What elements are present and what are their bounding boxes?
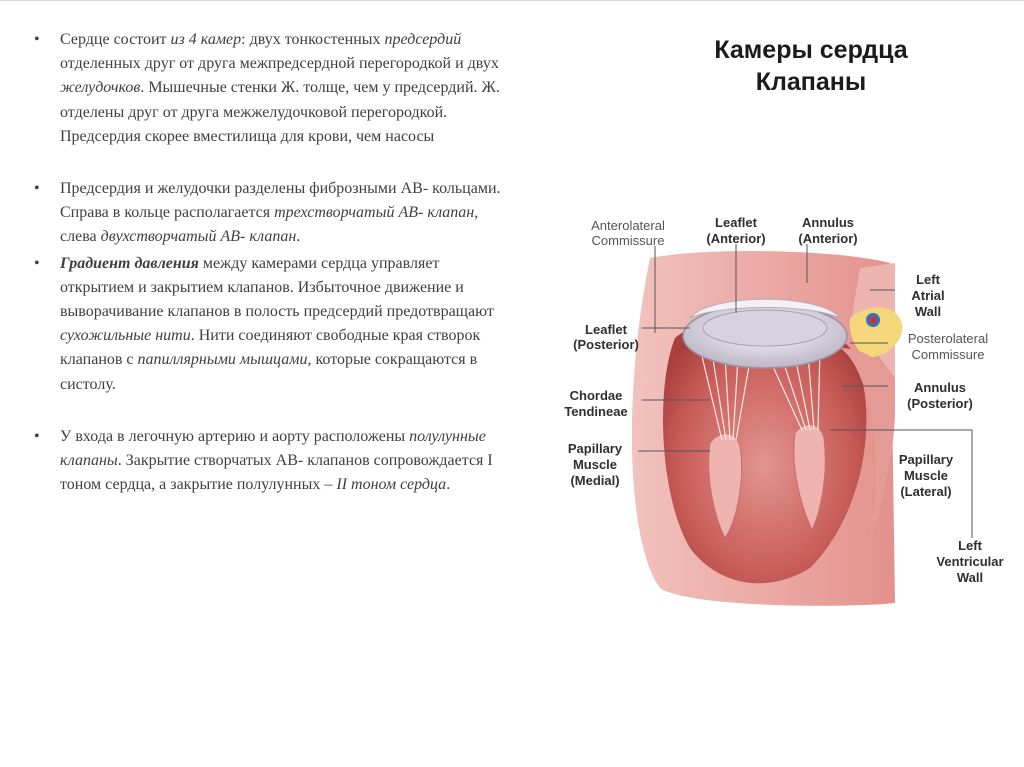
label-posterolateral-commissure-2: Commissure	[911, 347, 985, 362]
bullet-text-segment: Градиент давления	[60, 254, 199, 272]
bullet-text-segment: двухстворчатый АВ- клапан	[100, 228, 297, 246]
label-annulus-anterior-2: (Anterior)	[798, 231, 858, 246]
title-line-1: Камеры сердца	[714, 36, 908, 64]
bullet-list	[34, 28, 504, 497]
label-leaflet-posterior-1: Leaflet	[585, 322, 627, 337]
label-papillary-medial-3: (Medial)	[570, 473, 620, 488]
top-divider	[0, 0, 1024, 1]
bullet-text-segment: папиллярными мышцами	[137, 351, 308, 369]
bullet-text-segment: из 4 камер	[170, 31, 242, 48]
bullet-text-segment: сухожильные нити	[60, 327, 191, 345]
label-papillary-lateral-1: Papillary	[898, 452, 954, 467]
label-left-atrial-wall-3: Wall	[914, 304, 942, 319]
label-left-ventricular-wall-3: Wall	[956, 570, 984, 585]
label-leaflet-anterior-1: Leaflet	[715, 215, 757, 230]
bullet-text-segment: отделенных друг от друга межпредсердной перегородкой и двух	[60, 55, 499, 73]
bullet-text-segment: , слева	[60, 204, 479, 246]
mitral-valve-diagram	[550, 208, 1020, 608]
bullet-text-segment: .	[296, 228, 301, 246]
label-anterolateral-commissure-2: Commissure	[591, 233, 665, 248]
label-papillary-medial-2: Muscle	[572, 457, 618, 472]
label-left-atrial-wall-2: Atrial	[911, 288, 945, 303]
label-papillary-lateral-2: Muscle	[903, 468, 949, 483]
bullet-semilunar-valves	[34, 425, 504, 498]
slide-title	[666, 34, 956, 98]
bullet-text-segment: . Закрытие створчатых АВ- клапанов сопровождается I тоном сердца, а закрытие полулунных –	[60, 452, 493, 494]
bullet-text-segment: II тоном сердца	[336, 476, 447, 494]
bullet-text-segment: .	[446, 476, 451, 494]
bullet-chambers	[34, 28, 504, 149]
label-annulus-posterior-1: Annulus	[914, 380, 966, 395]
label-papillary-medial-1: Papillary	[567, 441, 623, 456]
bullet-text-segment: Сердце состоит	[60, 31, 171, 48]
bullet-text-segment: предсердий	[384, 31, 462, 48]
bullet-text-segment: между камерами сердца управляет открытием и закрытием клапанов. Избыточное движение и выворачивание клапанов в полость предсердий предотвращают	[60, 254, 494, 321]
bullet-text-segment: . Мышечные стенки Ж. толще, чем у предсердий. Ж. отделены друг от друга межжелудочковой перегородкой. Предсердия скорее вместилища для крови, чем насосы	[60, 79, 500, 145]
label-anterolateral-commissure-1: Anterolateral	[591, 218, 665, 233]
label-leaflet-anterior-2: (Anterior)	[706, 231, 766, 246]
label-chordae-tendineae-1: Chordae	[569, 388, 623, 403]
bullet-pressure-gradient	[34, 252, 504, 397]
bullet-text-segment: полулунные клапаны	[60, 427, 486, 470]
label-left-ventricular-wall-2: Ventricular	[936, 554, 1004, 569]
bullet-text-segment: . Нити соединяют свободные края створок клапанов с	[60, 327, 481, 369]
bullet-text-segment: желудочков	[60, 79, 141, 97]
label-papillary-lateral-3: (Lateral)	[900, 484, 952, 499]
bullet-text-segment: : двух тонкостенных	[241, 31, 385, 48]
label-leaflet-posterior-2: (Posterior)	[573, 337, 639, 352]
mitral-valve-opening	[703, 310, 827, 346]
bullet-text-segment: , которые сокращаются в систолу.	[60, 351, 478, 393]
bullet-text-segment: Предсердия и желудочки разделены фиброзными АВ- кольцами. Справа в кольце располагается	[60, 180, 501, 222]
label-posterolateral-commissure-1: Posterolateral	[907, 331, 989, 346]
label-annulus-posterior-2: (Posterior)	[907, 396, 973, 411]
bullet-av-rings	[34, 177, 504, 250]
label-annulus-anterior-1: Annulus	[802, 215, 854, 230]
coronary-vessel-inner	[870, 317, 877, 324]
label-chordae-tendineae-2: Tendineae	[564, 404, 628, 419]
label-left-atrial-wall-1: Left	[916, 272, 940, 287]
label-left-ventricular-wall-1: Left	[958, 538, 982, 553]
title-line-2: Клапаны	[755, 68, 867, 96]
bullet-text-segment: трехстворчатый АВ- клапан	[274, 204, 475, 222]
bullet-text-segment: У входа в легочную артерию и аорту расположены	[60, 427, 410, 445]
